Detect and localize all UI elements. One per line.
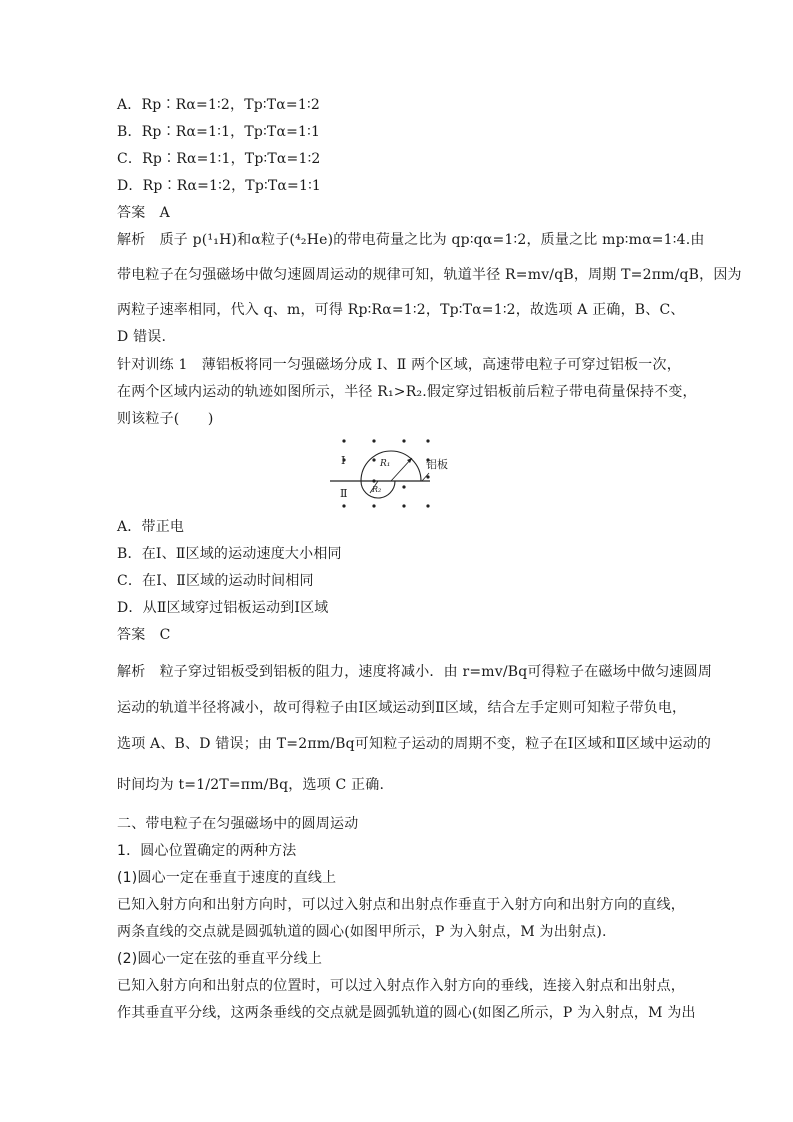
method-1-title: (1)圆心一定在垂直于速度的直线上 bbox=[117, 870, 337, 886]
training-line: 针对训练 1 薄铝板将同一匀强磁场分成 Ⅰ、Ⅱ 两个区域，高速带电粒子可穿过铝板一次， bbox=[117, 357, 681, 373]
option-d: D．从Ⅱ区域穿过铝板运动到Ⅰ区域 bbox=[117, 600, 329, 616]
training-line: 则该粒子( ) bbox=[117, 411, 214, 427]
method-1-line: 两条直线的交点就是圆弧轨道的圆心(如图甲所示，P 为入射点，M 为出射点). bbox=[117, 924, 607, 940]
method-2-line: 已知入射方向和出射点的位置时，可以过入射点作入射方向的垂线，连接入射点和出射点， bbox=[117, 978, 685, 994]
option-c: C．在Ⅰ、Ⅱ区域的运动时间相同 bbox=[117, 573, 314, 589]
method-2-line: 作其垂直平分线，这两条垂线的交点就是圆弧轨道的圆心(如图乙所示，P 为入射点，M 为出 bbox=[117, 1005, 696, 1021]
method-1-line: 已知入射方向和出射方向时，可以过入射点和出射点作垂直于入射方向和出射方向的直线， bbox=[117, 897, 685, 913]
field-dots bbox=[342, 439, 429, 507]
analysis-line: 带电粒子在匀强磁场中做匀速圆周运动的规律可知，轨道半径 R=mv/qB，周期 T=2πm/qB，因为 bbox=[117, 267, 742, 283]
answer-label: 答案 C bbox=[117, 627, 171, 643]
training-line: 在两个区域内运动的轨迹如图所示，半径 R₁>R₂.假定穿过铝板前后粒子带电荷量保持不变， bbox=[117, 384, 697, 400]
option-c: C．Rp∶Rα=1∶1，Tp∶Tα=1∶2 bbox=[117, 151, 321, 167]
analysis-line: 解析 粒子穿过铝板受到铝板的阻力，速度将减小．由 r=mv/Bq可得粒子在磁场中做匀速圆周 bbox=[117, 664, 713, 680]
analysis-line: 运动的轨道半径将减小，故可得粒子由Ⅰ区域运动到Ⅱ区域，结合左手定则可知粒子带负电， bbox=[117, 700, 687, 716]
answer-label: 答案 A bbox=[117, 205, 170, 221]
option-a: A．带正电 bbox=[117, 519, 185, 535]
analysis-line: 解析 质子 p(¹₁H)和α粒子(⁴₂He)的带电荷量之比为 qp∶qα=1∶2，质量之比 mp∶mα=1∶4.由 bbox=[117, 232, 705, 248]
r2-label: R₂ bbox=[372, 485, 382, 494]
r1-label: R₁ bbox=[380, 459, 391, 469]
plate-label: 铝板 bbox=[426, 458, 448, 471]
subsection-title: 1．圆心位置确定的两种方法 bbox=[117, 843, 297, 859]
option-d: D．Rp∶Rα=1∶2，Tp∶Tα=1∶1 bbox=[117, 178, 322, 194]
region-1-label: Ⅰ bbox=[341, 454, 346, 467]
option-b: B．在Ⅰ、Ⅱ区域的运动速度大小相同 bbox=[117, 546, 342, 562]
trajectory-arc-large bbox=[361, 451, 421, 481]
analysis-line: D 错误. bbox=[117, 329, 167, 345]
option-a: A．Rp∶Rα=1∶2，Tp∶Tα=1∶2 bbox=[117, 97, 320, 113]
analysis-line: 选项 A、B、D 错误；由 T=2πm/Bq可知粒子运动的周期不变，粒子在Ⅰ区域和Ⅱ区域中运动的 bbox=[117, 736, 712, 752]
analysis-line: 时间均为 t=1/2T=πm/Bq，选项 C 正确. bbox=[117, 777, 385, 793]
section-title: 二、带电粒子在匀强磁场中的圆周运动 bbox=[117, 816, 359, 832]
analysis-line: 两粒子速率相同，代入 q、m，可得 Rp∶Rα=1∶2，Tp∶Tα=1∶2，故选项 A 正确，B、C、 bbox=[117, 302, 685, 318]
region-2-label: Ⅱ bbox=[340, 487, 348, 500]
option-b: B．Rp∶Rα=1∶1，Tp∶Tα=1∶1 bbox=[117, 124, 321, 140]
magnetic-field-figure bbox=[328, 436, 468, 512]
method-2-title: (2)圆心一定在弦的垂直平分线上 bbox=[117, 951, 323, 967]
